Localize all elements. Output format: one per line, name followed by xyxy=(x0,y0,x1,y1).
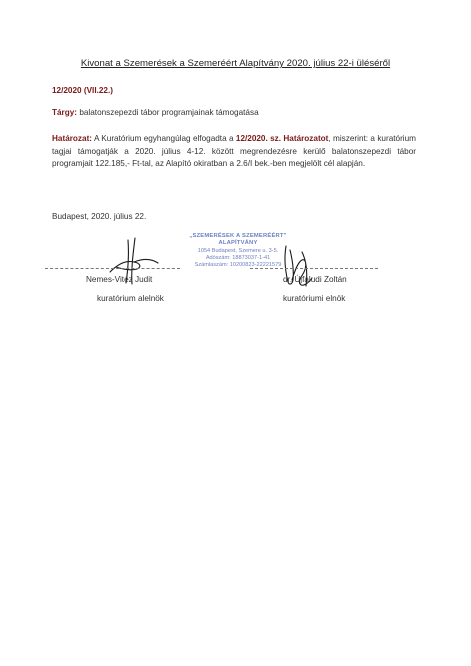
subject-line xyxy=(52,108,259,117)
stamp-org-type: ALAPÍTVÁNY xyxy=(218,240,258,247)
resolution-reference: 12/2020 (VII.22.) xyxy=(52,86,113,95)
stamp-tax-number: Adószám: 18873037-1-41 xyxy=(205,254,271,261)
resolution-paragraph xyxy=(52,133,416,171)
signature-line-right xyxy=(250,268,378,269)
resolution-label: Határozat: xyxy=(52,134,93,143)
subject-text: balatonszepezdi tábor programjainak támogatása xyxy=(79,108,259,117)
place-and-date: Budapest, 2020. július 22. xyxy=(52,212,147,221)
stamp-address: 1054 Budapest, Szemere u. 3-5. xyxy=(197,247,279,254)
signer-left-name: Nemes-Vitéz Judit xyxy=(86,275,153,284)
signer-right-role: kuratóriumi elnök xyxy=(283,294,346,303)
document-title: Kivonat a Szemerések a Szemeréért Alapítvány 2020. július 22-i üléséről xyxy=(80,58,391,69)
signer-right-name: dr. Újfaludi Zoltán xyxy=(283,275,347,284)
resolution-number: 12/2020. sz. Határozatot xyxy=(235,134,329,143)
stamp-account-number: Számlaszám: 10200823-22221579 xyxy=(194,262,282,269)
signer-left-role: kuratórium alelnök xyxy=(97,294,164,303)
resolution-text-end: , miszerint: a kuratórium tagjai támogatják a 2020. július 4-12. között megrendezésre kerülő balatonszepezdi tábor programjait 122.185,- Ft-tal, az Alapító okiratban a 2.6/I bek.-ben megjelölt cél alapján. xyxy=(52,134,416,168)
signature-line-left xyxy=(45,268,180,269)
subject-label: Tárgy: xyxy=(52,108,78,117)
stamp-org-name: „SZEMERÉSEK A SZEMERÉÉRT" xyxy=(189,233,287,239)
resolution-text-start: A Kuratórium egyhangúlag elfogadta a xyxy=(93,134,234,143)
